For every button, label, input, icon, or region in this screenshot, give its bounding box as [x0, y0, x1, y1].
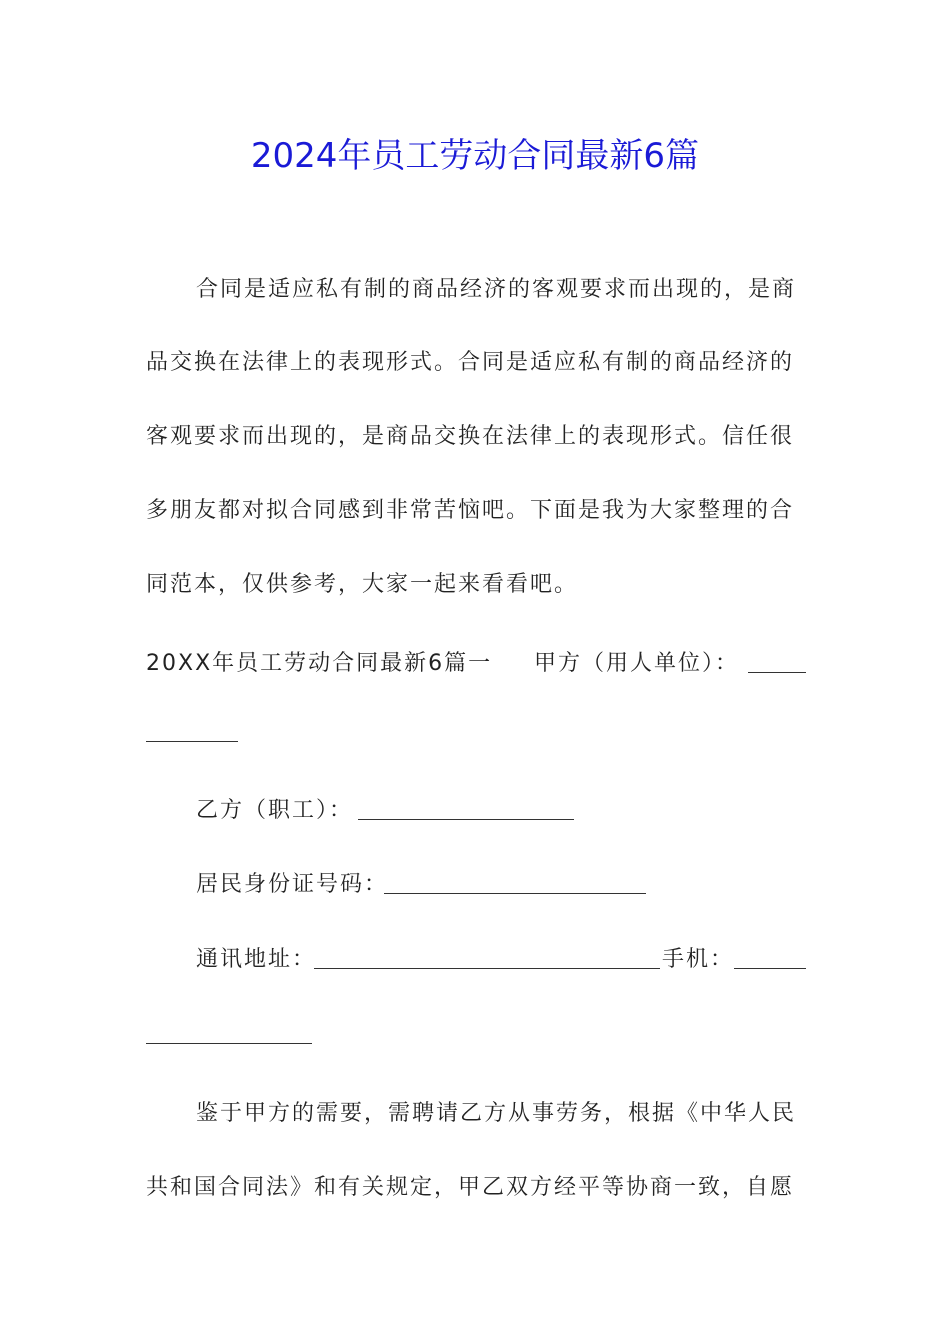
- intro-line-1: 合同是适应私有制的商品经济的客观要求而出现的，是商: [196, 277, 797, 302]
- intro-line-2: 品交换在法律上的表现形式。合同是适应私有制的商品经济的: [146, 350, 795, 375]
- party-b-label: 乙方（职工）：: [196, 798, 354, 823]
- phone-blank-2: [146, 1043, 312, 1044]
- clause-line-1: 鉴于甲方的需要，需聘请乙方从事劳务，根据《中华人民: [196, 1101, 797, 1126]
- section-heading: 20XX年员工劳动合同最新6篇一: [146, 651, 493, 676]
- id-blank: [384, 893, 646, 894]
- party-a-blank-2: [146, 741, 238, 742]
- address-label: 通讯地址：: [196, 947, 317, 972]
- intro-line-5: 同范本，仅供参考，大家一起来看看吧。: [146, 572, 579, 597]
- intro-line-3: 客观要求而出现的，是商品交换在法律上的表现形式。信任很: [146, 424, 795, 449]
- party-b-blank: [358, 819, 574, 820]
- document-title: 2024年员工劳动合同最新6篇: [250, 136, 700, 176]
- address-blank: [314, 968, 660, 969]
- party-a-label: 甲方（用人单位）：: [534, 651, 740, 676]
- phone-label: 手机：: [662, 947, 735, 972]
- party-a-blank-1: [748, 672, 806, 673]
- intro-line-4: 多朋友都对拟合同感到非常苦恼吧。下面是我为大家整理的合: [146, 498, 795, 523]
- id-label: 居民身份证号码：: [196, 872, 389, 897]
- clause-line-2: 共和国合同法》和有关规定，甲乙双方经平等协商一致，自愿: [146, 1175, 795, 1200]
- phone-blank-1: [734, 968, 806, 969]
